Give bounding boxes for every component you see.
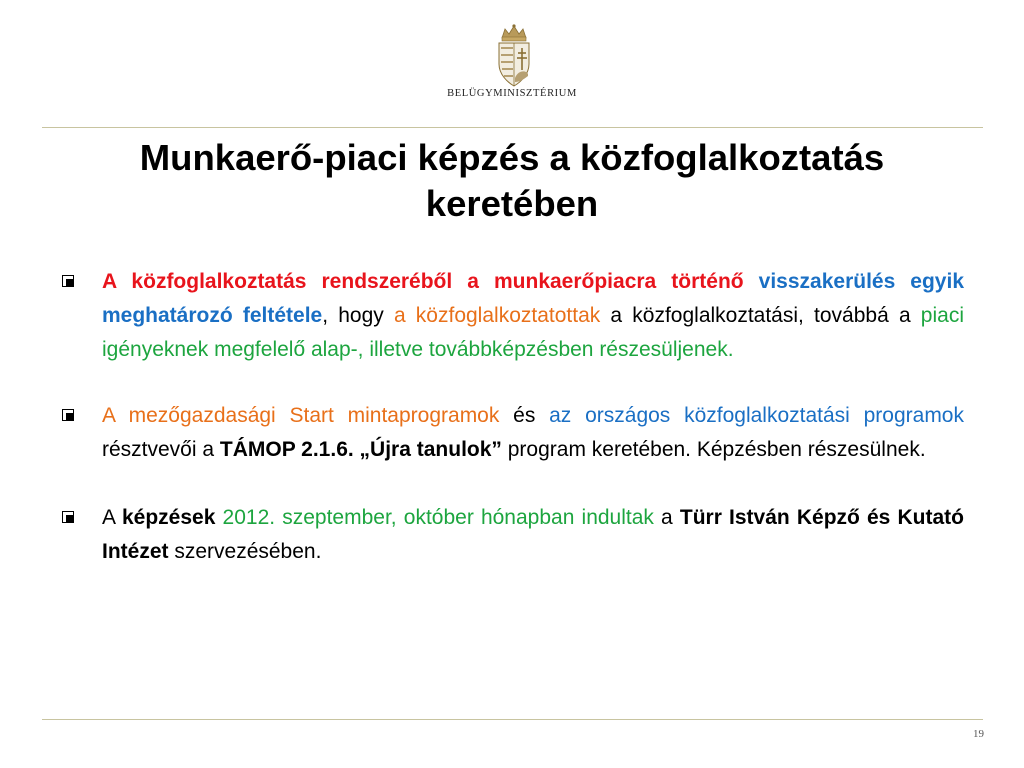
text-segment: 2012. szeptember, október hónapban indultak: [222, 506, 654, 529]
text-segment: a: [653, 506, 680, 529]
bullet-text: [102, 399, 964, 467]
checkbox-bullet-icon: [62, 275, 74, 287]
bullet-text: [102, 265, 964, 367]
text-segment: az országos közfoglalkoztatási programok: [549, 404, 964, 427]
text-segment: és: [499, 404, 550, 427]
text-segment: TÁMOP 2.1.6. „Újra tanulok”: [219, 438, 502, 461]
title-line-1: Munkaerő-piaci képzés a közfoglalkoztatás: [139, 137, 885, 178]
bullet-text: [102, 501, 964, 569]
text-segment: a közfoglalkoztatottak: [393, 304, 601, 327]
slide-header: [0, 0, 1024, 128]
text-segment: A: [102, 506, 122, 529]
header-divider: [42, 127, 983, 128]
checkbox-bullet-icon: [62, 511, 74, 523]
text-segment: program keretében. Képzésben részesülnek.: [501, 438, 926, 461]
text-segment: Türr István Képző és Kutató Intézet: [102, 506, 964, 563]
text-segment: , hogy: [322, 304, 394, 327]
bullet-item: [62, 265, 964, 367]
ministry-name: BELÜGYMINISZTÉRIUM: [447, 88, 577, 99]
text-segment: A közfoglalkoztatás rendszeréből a munkaerőpiacra történő: [102, 270, 759, 293]
text-segment: visszakerülés egyik meghatározó feltétele: [102, 270, 965, 327]
bullet-list: [62, 265, 964, 569]
text-segment: a közfoglalkoztatási, továbbá a: [600, 304, 921, 327]
text-segment: résztvevői a: [102, 438, 220, 461]
page-number: 19: [973, 728, 984, 740]
checkbox-bullet-icon: [62, 409, 74, 421]
title-line-2: keretében: [425, 183, 599, 224]
text-segment: piaci igényeknek megfelelő alap-, illetve továbbképzésben részesüljenek.: [102, 304, 964, 361]
coat-of-arms-icon: [493, 24, 535, 90]
slide-title: [40, 135, 984, 227]
text-segment: [215, 506, 222, 529]
bullet-item: [62, 501, 964, 569]
bullet-item: [62, 399, 964, 467]
text-segment: szervezésében.: [168, 540, 322, 563]
text-segment: képzések: [122, 506, 216, 529]
text-segment: A mezőgazdasági Start mintaprogramok: [102, 404, 500, 427]
footer-divider: [42, 719, 983, 720]
